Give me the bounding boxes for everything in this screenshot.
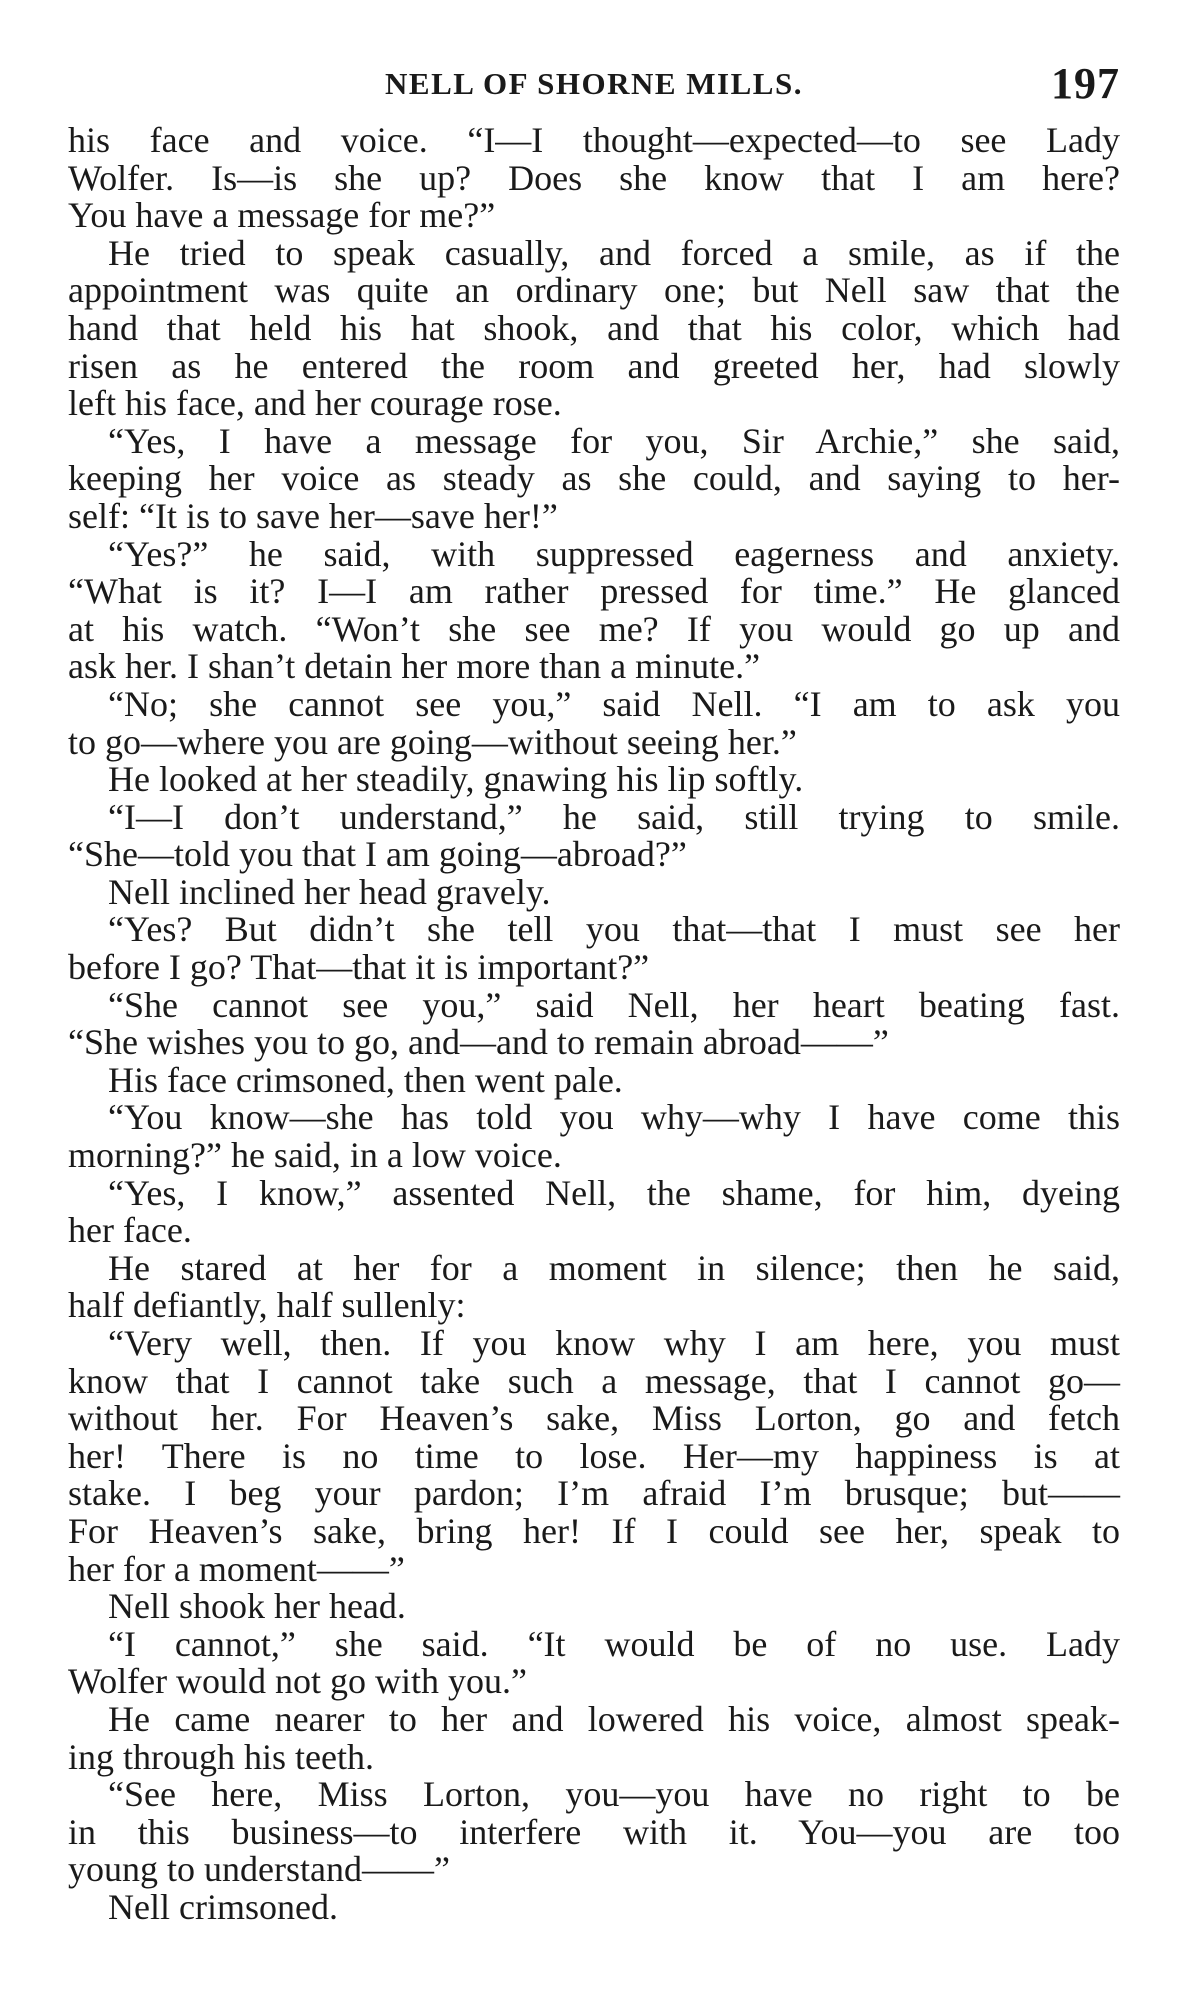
text-line: “Yes?” he said, with suppressed eagerness and anxiety. (108, 533, 1120, 574)
text-line: her face. (68, 1210, 192, 1251)
text-line: her for a moment——” (68, 1548, 405, 1589)
text-line: “See here, Miss Lorton, you—you have no right to be (108, 1774, 1120, 1815)
text-line: “Yes? But didn’t she tell you that—that I must see her (108, 909, 1120, 950)
text-line: in this business—to interfere with it. You—you are too (68, 1811, 1120, 1852)
text-line: at his watch. “Won’t she see me? If you would go up and (68, 608, 1120, 649)
text-line: stake. I beg your pardon; I’m afraid I’m brusque; but—— (68, 1473, 1120, 1514)
text-line: her! There is no time to lose. Her—my happiness is at (68, 1435, 1120, 1476)
text-line: “No; she cannot see you,” said Nell. “I am to ask you (108, 683, 1120, 724)
text-line: self: “It is to save her—save her!” (68, 495, 558, 536)
text-line: “Very well, then. If you know why I am here, you must (108, 1323, 1120, 1363)
text-line: “She cannot see you,” said Nell, her heart beating fast. (108, 984, 1120, 1025)
text-line: half defiantly, half sullenly: (68, 1285, 466, 1326)
text-line: left his face, and her courage rose. (68, 383, 562, 424)
text-line: ing through his teeth. (68, 1736, 374, 1777)
text-line: “What is it? I—I am rather pressed for time.” He glanced (68, 571, 1120, 612)
text-line: Nell inclined her head gravely. (108, 871, 551, 912)
text-line: He tried to speak casually, and forced a smile, as if the (108, 232, 1120, 273)
text-line: know that I cannot take such a message, that I cannot go— (68, 1360, 1120, 1401)
text-line: his face and voice. “I—I thought—expected—to see Lady (68, 120, 1120, 160)
text-line: Nell shook her head. (108, 1586, 406, 1627)
text-line: He came nearer to her and lowered his voice, almost speak- (108, 1698, 1120, 1739)
text-line: He looked at her steadily, gnawing his lip softly. (108, 759, 804, 800)
text-line: to go—where you are going—without seeing her.” (68, 721, 797, 762)
book-page (68, 58, 1120, 1927)
text-line: “Yes, I have a message for you, Sir Archie,” she said, (108, 420, 1120, 461)
page-number: 197 (1051, 59, 1120, 108)
text-line: He stared at her for a moment in silence; then he said, (108, 1247, 1120, 1288)
text-line: before I go? That—that it is important?” (68, 947, 650, 988)
text-line: His face crimsoned, then went pale. (108, 1059, 623, 1100)
text-line: Wolfer would not go with you.” (68, 1661, 528, 1702)
text-line: “She—told you that I am going—abroad?” (68, 834, 687, 875)
text-line: hand that held his hat shook, and that his color, which had (68, 307, 1120, 348)
text-line: risen as he entered the room and greeted her, had slowly (68, 345, 1120, 386)
text-line: “I—I don’t understand,” he said, still trying to smile. (108, 796, 1120, 837)
text-line: “Yes, I know,” assented Nell, the shame, for him, dyeing (108, 1172, 1120, 1213)
text-line: “I cannot,” she said. “It would be of no use. Lady (108, 1623, 1120, 1664)
text-line: without her. For Heaven’s sake, Miss Lorton, go and fetch (68, 1398, 1120, 1439)
text-line: For Heaven’s sake, bring her! If I could see her, speak to (68, 1510, 1120, 1551)
running-head (68, 58, 1120, 116)
text-line: Nell crimsoned. (108, 1886, 338, 1927)
running-title: NELL OF SHORNE MILLS. (385, 66, 803, 101)
text-line: young to understand——” (68, 1849, 450, 1890)
body-text (68, 122, 1120, 1927)
text-line: Wolfer. Is—is she up? Does she know that I am here? (68, 157, 1120, 198)
text-line: morning?” he said, in a low voice. (68, 1135, 562, 1176)
text-line: “You know—she has told you why—why I have come this (108, 1097, 1120, 1138)
text-line: ask her. I shan’t detain her more than a minute.” (68, 646, 761, 687)
text-line: keeping her voice as steady as she could, and saying to her- (68, 458, 1120, 499)
text-line: “She wishes you to go, and—and to remain abroad——” (68, 1022, 889, 1063)
text-line: You have a message for me?” (68, 195, 496, 236)
text-line: appointment was quite an ordinary one; but Nell saw that the (68, 270, 1120, 311)
